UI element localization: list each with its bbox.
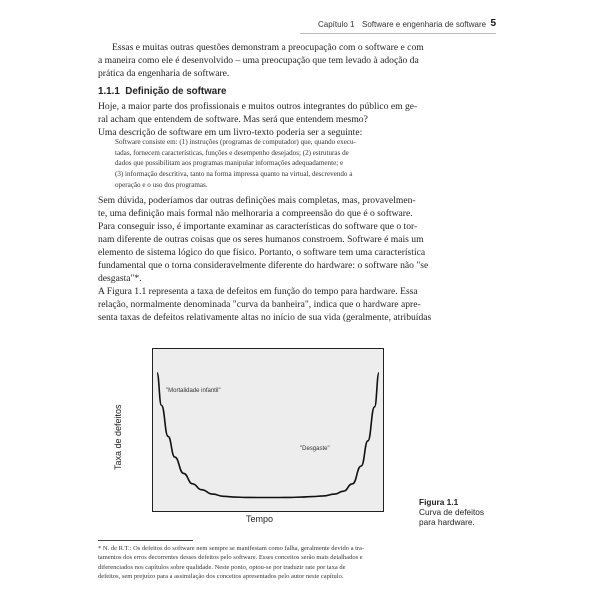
text-line: relação, normalmente denominada "curva da banheira", indica que o hardware apre- [98, 299, 421, 310]
quote-line: tadas, fornecem características, funções e desempenho desejados; (2) estruturas de [115, 148, 349, 157]
text-line: te, uma definição mais formal não melhoraria a compreensão do que é o software. [98, 208, 413, 219]
caption-label: Figura 1.1 [419, 497, 459, 507]
intro-paragraph [98, 41, 495, 80]
text-line: desgasta"*. [98, 273, 142, 284]
footnote-line: * N. de R.T.: Os defeitos do software nem sempre se manifestam como falha, geralmente devido a tra- [98, 545, 365, 552]
header-title: Software e engenharia de software [362, 20, 487, 29]
text-line: senta taxas de defeitos relativamente altas no início de sua vida (geralmente, atribuídas [98, 312, 432, 323]
text-line: fundamental que o torna consideravelmente diferente do hardware: o software não "se [98, 260, 429, 271]
footnote-rule [98, 540, 193, 541]
x-axis-label: Tempo [246, 514, 274, 524]
annotation-wear-out: "Desgaste" [300, 446, 330, 452]
text-line: a maneira como ele é desenvolvido – uma preocupação que tem levado à adoção da [98, 55, 419, 66]
footnote-line: diferenciados nos capítulos sobre qualidade. Neste ponto, optou-se por traduzir rate por taxa de [98, 563, 346, 571]
text-line: elemento de sistema lógico do que físico. Portanto, o software tem uma característica [98, 247, 426, 258]
bathtub-curve-chart [153, 349, 383, 511]
figure-paragraph [98, 285, 495, 324]
text-line: Uma descrição de software em um livro-texto poderia ser a seguinte: [98, 127, 363, 138]
text-line: Essas e muitas outras questões demonstram a preocupação com o software e com [112, 42, 424, 53]
text-line: Hoje, a maior parte dos profissionais e muitos outros integrantes do público em ge- [98, 101, 418, 112]
caption-line: para hardware. [419, 517, 475, 527]
text-line: nam diferente de outras coisas que os seres humanos constroem. Software é mais um [98, 234, 424, 245]
page-number: 5 [490, 18, 496, 29]
figure-caption [419, 497, 484, 527]
annotation-infant-mortality: "Mortalidade infantil" [166, 388, 221, 394]
section-heading [98, 86, 227, 97]
section-title: Definição de software [125, 86, 227, 97]
running-header [300, 19, 496, 33]
footnote-line: defeitos, sem prejuízo para a assimilação dos conceitos apresentados pelo autor neste capítulo. [98, 572, 344, 580]
caption-line: Curva de defeitos [419, 507, 485, 517]
definition-quote [115, 137, 497, 191]
text-line: Para conseguir isso, é importante examinar as características do software que o tor- [98, 221, 418, 232]
quote-line: operação e o uso dos programas. [115, 180, 208, 189]
quote-line: dados que possibilitam aos programas manipular informações adequadamente; e [115, 159, 344, 168]
header-rule [300, 33, 496, 34]
text-line: ral acham que entendem de software. Mas será que entendem mesmo? [98, 114, 368, 125]
text-line: Sem dúvida, poderíamos dar outras definições mais completas, mas, provavelmen- [98, 195, 416, 206]
header-chapter: Capítulo 1 [318, 20, 355, 29]
y-axis-label: Taxa de defeitos [113, 404, 123, 470]
body-paragraph [98, 194, 495, 285]
quote-line: (3) informação descritiva, tanto na forma impressa quanto na virtual, descrevendo a [115, 170, 353, 179]
text-line: prática da engenharia de software. [98, 68, 230, 79]
quote-line: Software consiste em: (1) instruções (programas de computador) que, quando execu- [115, 138, 356, 146]
text-line: A Figura 1.1 representa a taxa de defeitos em função do tempo para hardware. Essa [98, 286, 418, 297]
section-number: 1.1.1 [98, 86, 120, 97]
chart-plot-area [152, 348, 384, 512]
section-paragraph [98, 100, 495, 139]
footnote-line: tamentos dos erros decorrentes desses defeitos pelo software. Esses conceitos serão mais detalhados e [98, 554, 363, 562]
footnote [98, 544, 495, 581]
